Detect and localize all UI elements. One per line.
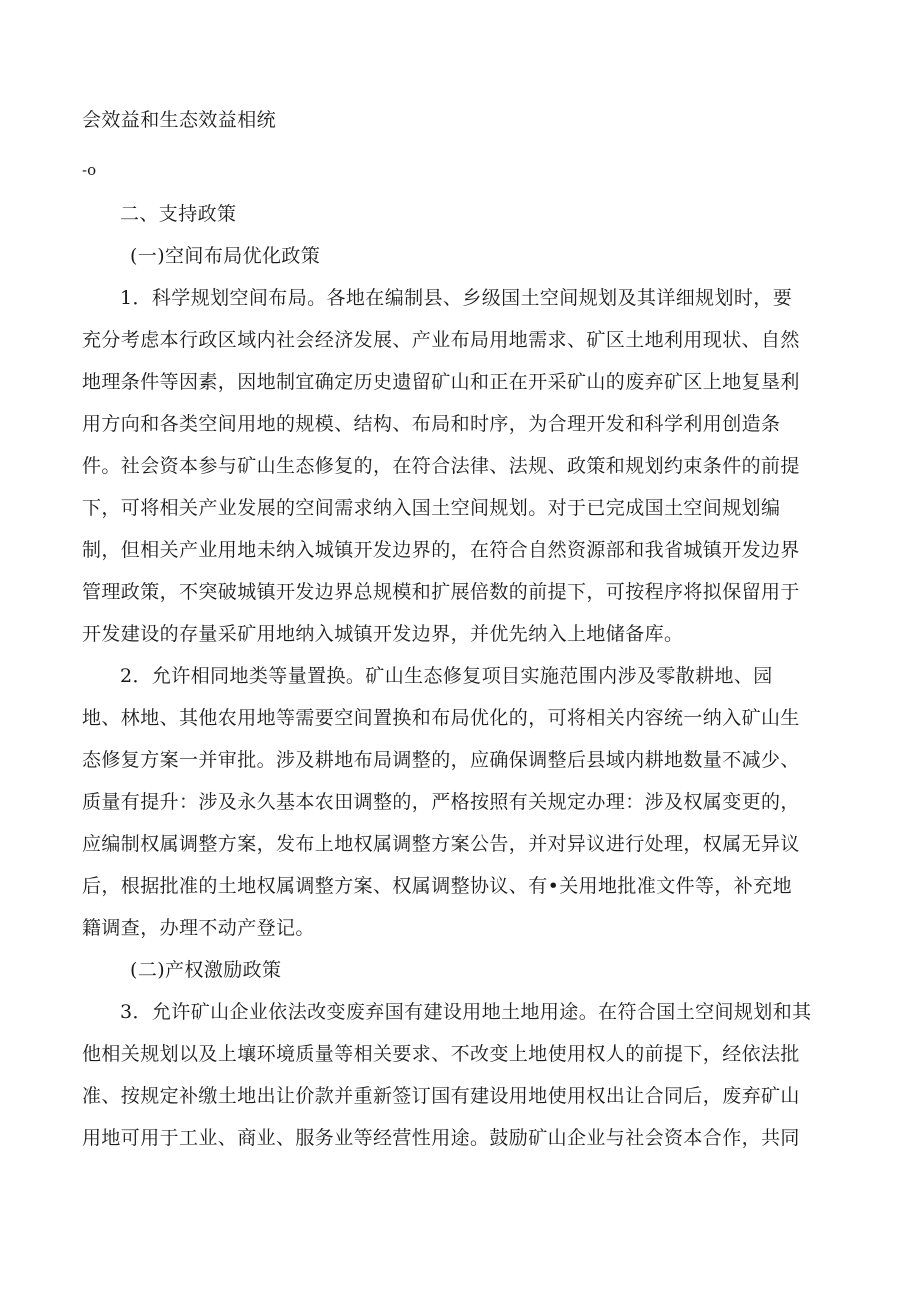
paragraph-1-line-6: 下，可将相关产业发展的空间需求纳入国土空间规划。对于已完成国土空间规划编: [82, 497, 781, 519]
paragraph-1-line-3: 地理条件等因素，因地制宜确定历史遗留矿山和正在开采矿山的废弃矿区上地复垦利: [82, 371, 800, 393]
text-line-continuation: 会效益和生态效益相统: [82, 109, 277, 131]
paragraph-1-line-2: 充分考虑本行政区域内社会经济发展、产业布局用地需求、矿区土地利用现状、自然: [82, 329, 800, 351]
subsection-heading-2: (二)产权激励政策: [130, 959, 282, 981]
subsection-heading-1: (一)空间布局优化政策: [130, 245, 321, 267]
paragraph-3-line-4: 用地可用于工业、商业、服务业等经营性用途。鼓励矿山企业与社会资本合作，共同: [82, 1127, 800, 1149]
paragraph-3-line-3: 准、按规定补缴土地出让价款并重新签订国有建设用地使用权出让合同后，废弃矿山: [82, 1085, 800, 1107]
paragraph-1-line-9: 开发建设的存量采矿用地纳入城镇开发边界，并优先纳入上地储备库。: [82, 623, 684, 645]
paragraph-2-line-1: 2．允许相同地类等量置换。矿山生态修复项目实施范围内涉及零散耕地、园: [120, 665, 773, 687]
paragraph-2-line-7: 籍调查，办理不动产登记。: [82, 917, 315, 939]
paragraph-1-line-5: 件。社会资本参与矿山生态修复的，在符合法律、法规、政策和规划约束条件的前提: [82, 455, 800, 477]
paragraph-2-line-5: 应编制权属调整方案，发布上地权属调整方案公告，并对异议进行处理，权属无异议: [82, 833, 800, 855]
paragraph-2-line-6: 后，根据批准的土地权属调整方案、权属调整协议、有•关用地批准文件等，补充地: [82, 875, 793, 897]
paragraph-2-line-2: 地、林地、其他农用地等需要空间置换和布局优化的，可将相关内容统一纳入矿山生: [82, 707, 800, 729]
paragraph-1-line-7: 制，但相关产业用地未纳入城镇开发边界的，在符合自然资源部和我省城镇开发边界: [82, 539, 800, 561]
paragraph-2-line-4: 质量有提升：涉及永久基本农田调整的，严格按照有关规定办理：涉及权属变更的，: [82, 791, 800, 813]
paragraph-3-line-2: 他相关规划以及上壤环境质量等相关要求、不改变上地使用权人的前提下，经依法批: [82, 1043, 800, 1065]
paragraph-1-line-1: 1．科学规划空间布局。各地在编制县、乡级国土空间规划及其详细规划时，要: [120, 287, 793, 309]
paragraph-2-line-3: 态修复方案一并审批。涉及耕地布局调整的，应确保调整后县域内耕地数量不减少、: [82, 749, 800, 771]
section-heading: 二、支持政策: [120, 203, 237, 225]
paragraph-1-line-8: 管理政策，不突破城镇开发边界总规模和扩展倍数的前提下，可按程序将拟保留用于: [82, 581, 800, 603]
paragraph-1-line-4: 用方向和各类空间用地的规模、结构、布局和时序，为合理开发和科学利用创造条: [82, 413, 781, 435]
text-fragment: -o: [82, 161, 97, 179]
paragraph-3-line-1: 3．允许矿山企业依法改变废弃国有建设用地土地用途。在符合国土空间规划和其: [120, 1001, 812, 1023]
